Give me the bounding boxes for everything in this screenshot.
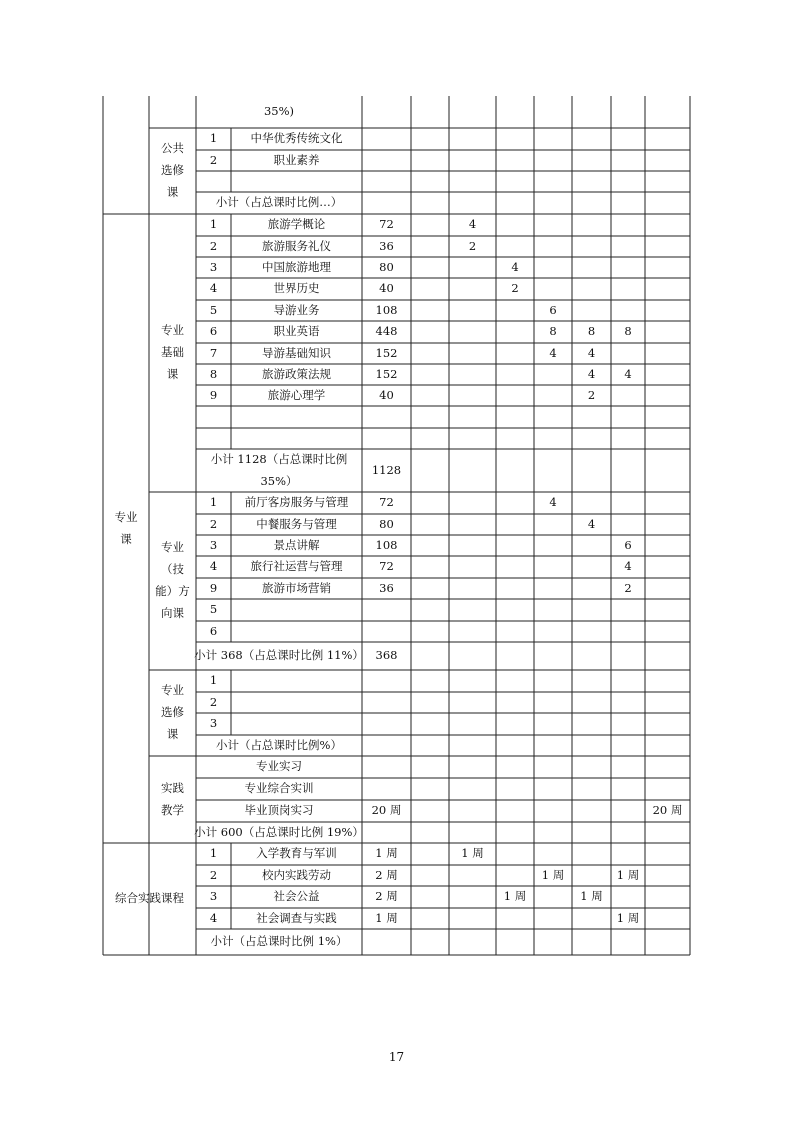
- semester-hours: 2: [511, 281, 519, 296]
- semester-hours: 4: [549, 345, 557, 360]
- semester-hours: 1 周: [616, 867, 640, 882]
- course-name: 前厅客房服务与管理: [244, 495, 349, 510]
- semester-hours: 1 周: [616, 910, 640, 925]
- group-prof-direction: [149, 492, 196, 670]
- semester-hours: 6: [624, 537, 632, 552]
- row-number: 3: [209, 716, 218, 731]
- subtotal-label: 小计（占总课时比例…）: [215, 195, 343, 210]
- group-label-text: 专业: [161, 323, 184, 338]
- row-number: 9: [209, 387, 218, 402]
- course-name: 景点讲解: [273, 537, 320, 552]
- row-number: 9: [209, 580, 218, 595]
- subtotal-label: 小计 600（占总课时比例 19%）: [194, 824, 364, 839]
- total-hours: 20 周: [371, 803, 402, 818]
- semester-hours: 4: [587, 516, 596, 531]
- total-hours: 152: [375, 345, 398, 360]
- total-hours: 36: [379, 580, 394, 595]
- semester-hours: 4: [511, 259, 519, 274]
- total-hours: 40: [379, 281, 394, 296]
- subtotal-label: 小计（占总课时比例%）: [216, 737, 342, 752]
- course-name: 旅游市场营销: [262, 580, 331, 595]
- semester-hours: 1 周: [541, 867, 565, 882]
- course-name: 旅游服务礼仪: [262, 238, 331, 253]
- semester-hours: 4: [549, 495, 557, 510]
- semester-hours: 1 周: [580, 889, 603, 904]
- row-number: 3: [209, 259, 218, 274]
- total-hours: 72: [379, 559, 394, 574]
- semester-hours: 4: [624, 366, 632, 381]
- group-label-text: 专业: [161, 540, 184, 555]
- semester-hours: 6: [549, 302, 557, 317]
- row-number: 7: [209, 345, 218, 360]
- group-prof-basic: [149, 214, 196, 492]
- row-number: 4: [209, 910, 218, 925]
- total-hours: 1 周: [375, 846, 398, 861]
- row-number: 5: [209, 302, 218, 317]
- group-label-text: 课: [166, 366, 179, 381]
- total-hours: 2 周: [375, 867, 398, 882]
- group-label-text: 选修: [161, 163, 184, 178]
- group-label-text: 公共: [161, 141, 184, 156]
- page-number: 17: [388, 1050, 405, 1064]
- group-label-text: 能）方: [155, 584, 190, 598]
- course-name: 旅游心理学: [267, 387, 326, 402]
- row-number: 5: [209, 602, 218, 617]
- row-number: 3: [209, 889, 218, 904]
- group-professional: [103, 214, 149, 843]
- row-number: 4: [209, 559, 218, 574]
- course-name: 中国旅游地理: [262, 259, 331, 274]
- total-hours: 80: [379, 516, 394, 531]
- semester-hours: 2: [587, 387, 596, 402]
- group-label-text: 课: [166, 726, 179, 741]
- total-hours: 72: [379, 217, 394, 232]
- subtotal-line-2: 35%）: [260, 473, 298, 488]
- group-label-text: 专业: [114, 509, 138, 524]
- group-comprehensive-practice: 综合实践课程: [115, 891, 184, 906]
- course-name: 导游基础知识: [262, 345, 331, 360]
- group-label-text: 课: [166, 184, 179, 199]
- total-hours: 40: [379, 387, 394, 402]
- total-hours: 2 周: [375, 889, 398, 904]
- group-label-text: 基础: [161, 345, 184, 360]
- group-label-text: 向课: [161, 605, 184, 620]
- semester-hours: 4: [587, 366, 596, 381]
- total-hours: 108: [375, 302, 398, 317]
- semester-hours: 20 周: [652, 803, 683, 818]
- semester-hours: 2: [624, 580, 632, 595]
- semester-hours: 8: [549, 324, 557, 339]
- subtotal-continuation: 35%): [263, 104, 295, 119]
- semester-hours: 4: [587, 345, 596, 360]
- row-number: 2: [209, 152, 218, 167]
- practice-item: 专业实习: [256, 759, 302, 774]
- total-hours: 108: [375, 537, 398, 552]
- group-prof-elective: [149, 670, 196, 756]
- subtotal-label: [196, 449, 362, 492]
- total-hours: 36: [379, 238, 394, 253]
- row-number: 2: [209, 238, 218, 253]
- total-hours: 80: [379, 259, 394, 274]
- group-public-elective: [149, 128, 196, 214]
- group-label-text: 选修: [161, 705, 184, 720]
- semester-hours: 1 周: [503, 889, 527, 904]
- total-hours: 1128: [371, 462, 402, 477]
- group-label-text: 教学: [161, 802, 184, 817]
- course-name: 旅游政策法规: [262, 366, 331, 381]
- row-number: 6: [209, 324, 218, 339]
- group-practice: [149, 756, 196, 843]
- row-number: 6: [209, 623, 218, 638]
- row-number: 2: [209, 516, 218, 531]
- group-label-text: 实践: [161, 780, 184, 795]
- course-name: 职业素养: [273, 152, 320, 167]
- subtotal-label: 小计 368（占总课时比例 11%）: [194, 648, 364, 663]
- course-name: 中华优秀传统文化: [250, 131, 343, 146]
- row-number: 1: [209, 673, 218, 688]
- semester-hours: 8: [587, 324, 596, 339]
- course-name: 社会调查与实践: [256, 910, 337, 925]
- group-label-text: 课: [120, 531, 132, 546]
- row-number: 1: [209, 131, 218, 146]
- semester-hours: 4: [624, 559, 632, 574]
- total-hours: 448: [375, 324, 398, 339]
- group-label-text: 专业: [161, 683, 184, 698]
- practice-item: 专业综合实训: [244, 781, 314, 796]
- total-hours: 368: [375, 648, 398, 663]
- course-name: 旅行社运营与管理: [250, 559, 343, 574]
- course-name: 中餐服务与管理: [256, 516, 337, 531]
- practice-item: 毕业顶岗实习: [244, 803, 314, 818]
- total-hours: 72: [379, 495, 394, 510]
- row-number: 1: [209, 846, 218, 861]
- course-name: 导游业务: [273, 302, 320, 317]
- subtotal-label: 小计（占总课时比例 1%）: [210, 934, 348, 949]
- total-hours: 1 周: [375, 910, 398, 925]
- semester-hours: 1 周: [461, 846, 484, 861]
- course-name: 旅游学概论: [267, 217, 326, 232]
- subtotal-line-1: 小计 1128（占总课时比例: [210, 451, 348, 466]
- row-number: 1: [209, 217, 218, 232]
- course-name: 入学教育与军训: [256, 846, 337, 861]
- total-hours: 152: [375, 366, 398, 381]
- semester-hours: 4: [468, 217, 477, 232]
- course-name: 世界历史: [273, 281, 320, 296]
- semester-hours: 2: [468, 238, 477, 253]
- course-name: 职业英语: [273, 324, 320, 339]
- row-number: 2: [209, 867, 218, 882]
- semester-hours: 8: [624, 324, 632, 339]
- row-number: 2: [209, 694, 218, 709]
- row-number: 8: [209, 366, 218, 381]
- row-number: 3: [209, 537, 218, 552]
- course-name: 社会公益: [273, 889, 320, 904]
- row-number: 1: [209, 495, 218, 510]
- course-name: 校内实践劳动: [262, 867, 331, 882]
- row-number: 4: [209, 281, 218, 296]
- group-label-text: （技: [161, 562, 184, 577]
